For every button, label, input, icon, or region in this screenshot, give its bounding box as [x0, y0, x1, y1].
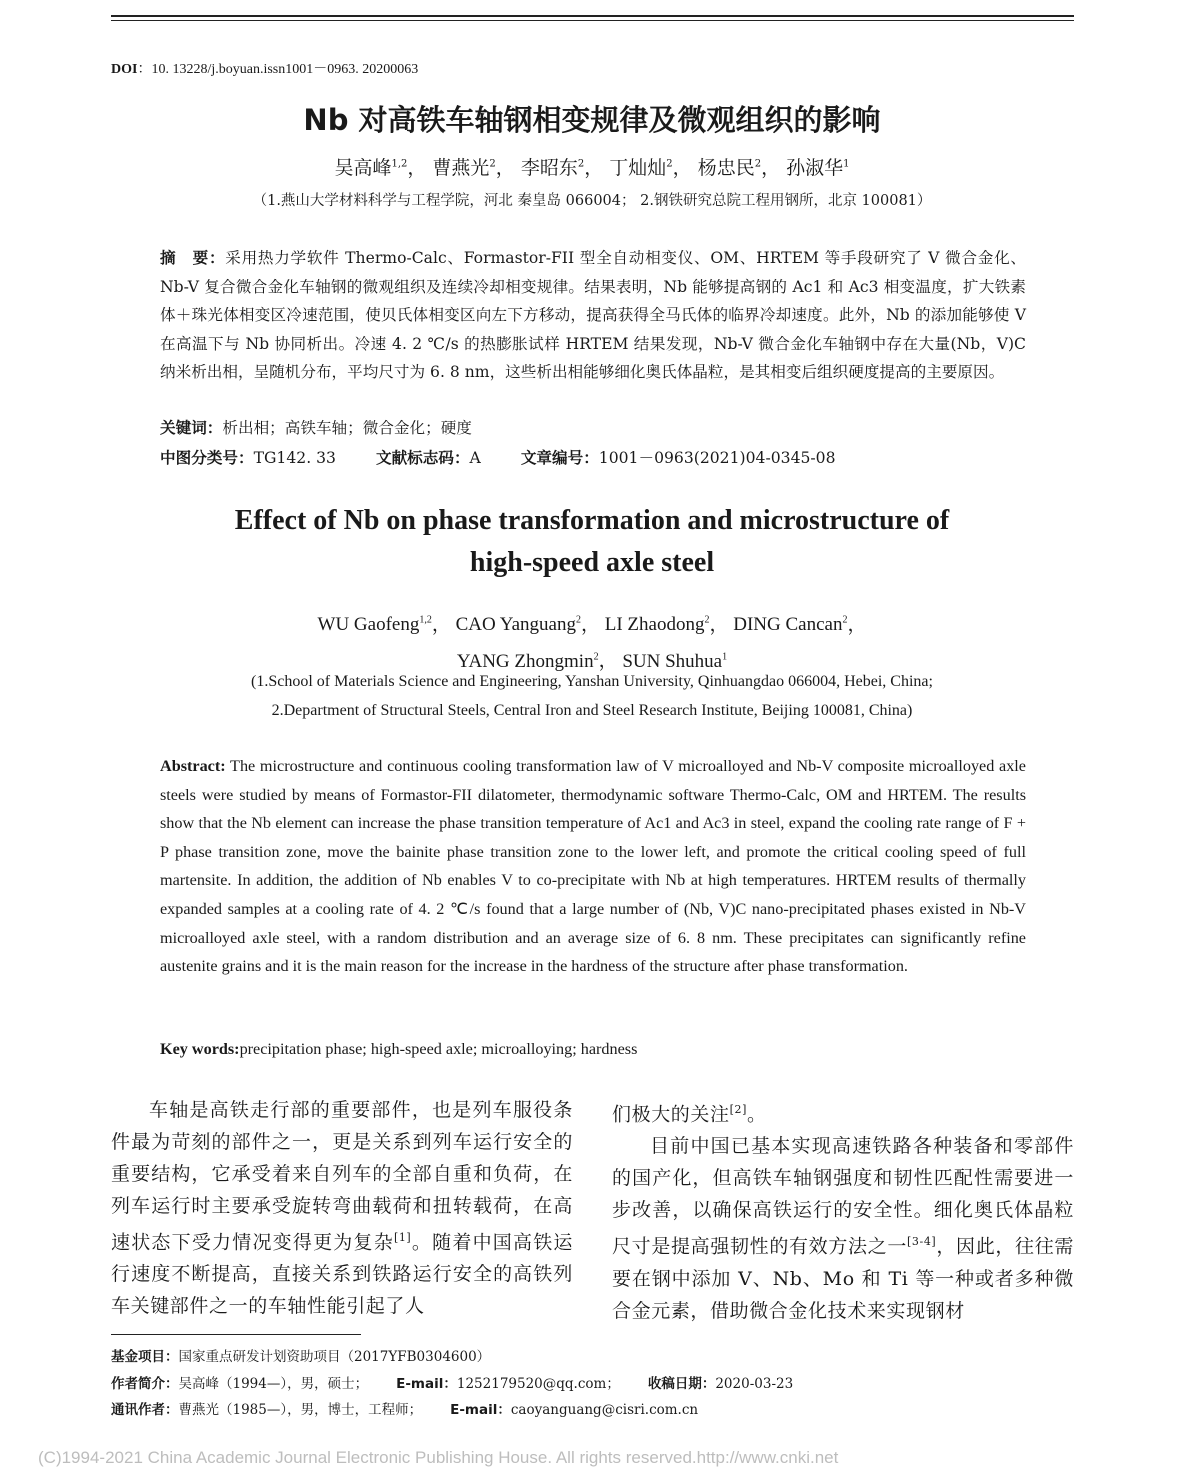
email-link[interactable]: 1252179520@qq.com； [456, 1376, 620, 1392]
chinese-keywords: 关键词：析出相；高铁车轴；微合金化；硬度 [160, 419, 472, 437]
citation-ref[interactable]: [1] [393, 1231, 412, 1244]
body-paragraph: 目前中国已基本实现高速铁路各种装备和零部件的国产化，但高铁车轴钢强度和韧性匹配性需要进一步改善，以确保高铁运行的安全性。细化奥氏体晶粒尺寸是提高强韧性的有效方法之一[3-4]，因此，往往需要在钢中添加 V、Nb、Mo 和 Ti 等一种或者多种微合金元素，借助微合金化技术来实现钢材 [612, 1135, 1074, 1322]
cn-author: 丁灿灿$^2$ [609, 157, 673, 179]
doi-line [111, 58, 418, 78]
doi-label: DOI [111, 62, 138, 77]
body-paragraph: 车轴是高铁走行部的重要部件，也是列车服役条件最为苛刻的部件之一，更是关系到列车运行安全的重要结构，它承受着来自列车的全部自重和负荷，在列车运行时主要承受旋转弯曲载荷和扭转载荷，在高速状态下受力情况变得更为复杂[1]。随着中国高铁运行速度不断提高，直接关系到铁路运行安全的高铁列车关键部件之一的车轴性能引起了人 [111, 1099, 573, 1318]
citation-ref[interactable]: [3-4] [907, 1235, 937, 1249]
chinese-affiliation: （1.燕山大学材料科学与工程学院，河北 秦皇岛 066004； 2.钢铁研究总院工程用钢所，北京 100081） [252, 193, 932, 209]
english-authors: WU Gaofeng$^{1,2}$， CAO Yanguang$^2$， LI Zhaodong$^2$， DING Cancan$^2$， YANG Zhongmin$^2$， SUN Shuhua$^1$ [317, 614, 867, 672]
english-affiliation: (1.School of Materials Science and Engineering, Yanshan University, Qinhuangdao 066004, Hebei, China; 2.Department of Structural Steels, Central Iron and Steel Research Institute, Beijing 100081, China) [251, 673, 933, 719]
en-author: DING Cancan$^2$ [733, 614, 848, 636]
en-abstract-label: Abstract: [160, 757, 226, 775]
en-author: CAO Yanguang$^2$ [455, 614, 581, 636]
chinese-title: Nb 对高铁车轴钢相变规律及微观组织的影响 [303, 103, 881, 137]
classification-row: 中图分类号：TG142. 33 文献标志码：A 文章编号：1001－0963(2021)04-0345-08 [160, 449, 836, 467]
english-abstract [160, 752, 1026, 981]
footnote-rule [111, 1334, 361, 1335]
footnote-fund: 基金项目：国家重点研发计划资助项目（2017YFB0304600） [111, 1349, 491, 1365]
doi-value: ：10. 13228/j.boyuan.issn1001－0963. 20200063 [137, 62, 419, 77]
en-abstract-text: The microstructure and continuous cooling transformation law of V microalloyed and Nb-V composite microalloyed axle steels were studied by means of Formastor-FII dilatometer, thermodynamic software Thermo-Calc, OM and HRTEM. The results show that the Nb element can increase the phase transition temperature of Ac1 and Ac3 in steel, expand the cooling rate range of F + P phase transition zone, move the bainite phase transition zone to the lower left, and promote the critical cooling speed of full martensite. In addition, the addition of Nb enables V to co-precipitate with Nb at high temperatures. HRTEM results of thermally expanded samples at a cooling rate of 4. 2 ℃/s found that a large number of (Nb, V)C nano-precipitated phases existed in Nb-V microalloyed axle steel, with a random distribution and an average size of 6. 8 nm. These precipitates can significantly refine austenite grains and it is the main reason for the increase in the hardness of the structure after phase transformation. [160, 757, 1026, 976]
cn-abstract-text: 采用热力学软件 Thermo-Calc、Formastor-FII 型全自动相变仪、OM、HRTEM 等手段研究了 V 微合金化、Nb-V 复合微合金化车轴钢的微观组织及连续冷却相变规律。结果表明，Nb 能够提高钢的 Ac1 和 Ac3 相变温度，扩大铁素体＋珠光体相变区冷速范围，使贝氏体相变区向左下方移动，提高获得全马氏体的临界冷却速度。此外，Nb 的添加能够使 V 在高温下与 Nb 协同析出。冷速 4. 2 ℃/s 的热膨胀试样 HRTEM 结果发现，Nb-V 微合金化车轴钢中存在大量(Nb，V)C 纳米析出相，呈随机分布，平均尺寸为 6. 8 nm，这些析出相能够细化奥氏体晶粒，是其相变后组织硬度提高的主要原因。 [160, 249, 1026, 381]
cn-author: 杨忠民$^2$ [697, 157, 762, 179]
footnote-corresponding: 通讯作者：曹燕光（1985—），男，博士，工程师； E-mail：caoyanguang@cisri.com.cn [111, 1402, 699, 1418]
english-keywords: Key words:precipitation phase; high-speed axle; microalloying; hardness [160, 1040, 638, 1058]
english-title: Effect of Nb on phase transformation and microstructure of high-speed axle steel [234, 505, 950, 578]
en-author: YANG Zhongmin$^2$ [456, 650, 599, 672]
header-rule-thin [111, 20, 1074, 21]
chinese-authors: 吴高峰$^{1,2}$， 曹燕光$^2$， 李昭东$^2$， 丁灿灿$^2$， 杨忠民$^2$， 孙淑华$^1$ [334, 157, 850, 179]
en-author: LI Zhaodong$^2$ [604, 614, 710, 636]
copyright-footer: (C)1994-2021 China Academic Journal Electronic Publishing House. All rights reserved.http://www.cnki.net [38, 1448, 839, 1467]
email-link[interactable]: caoyanguang@cisri.com.cn [510, 1402, 699, 1418]
header-rule-thick [111, 15, 1074, 17]
cn-author: 曹燕光$^2$ [432, 157, 496, 179]
chinese-abstract [160, 244, 1026, 387]
en-author: SUN Shuhua$^1$ [622, 650, 728, 672]
footer-url[interactable]: http://www.cnki.net [696, 1448, 839, 1467]
footnote-author: 作者简介：吴高峰（1994—），男，硕士； E-mail：1252179520@qq.com； 收稿日期：2020-03-23 [111, 1376, 794, 1392]
citation-ref[interactable]: [2] [729, 1103, 747, 1116]
body-column-left [111, 1094, 573, 1322]
cn-abstract-label: 摘 要： [160, 249, 226, 267]
body-column-right [612, 1094, 1074, 1327]
cn-author: 孙淑华$^1$ [786, 157, 850, 179]
body-paragraph: 们极大的关注[2]。 [612, 1103, 767, 1126]
cn-author: 吴高峰$^{1,2}$ [334, 157, 408, 179]
cn-author: 李昭东$^2$ [520, 157, 585, 179]
en-author: WU Gaofeng$^{1,2}$ [317, 614, 432, 636]
